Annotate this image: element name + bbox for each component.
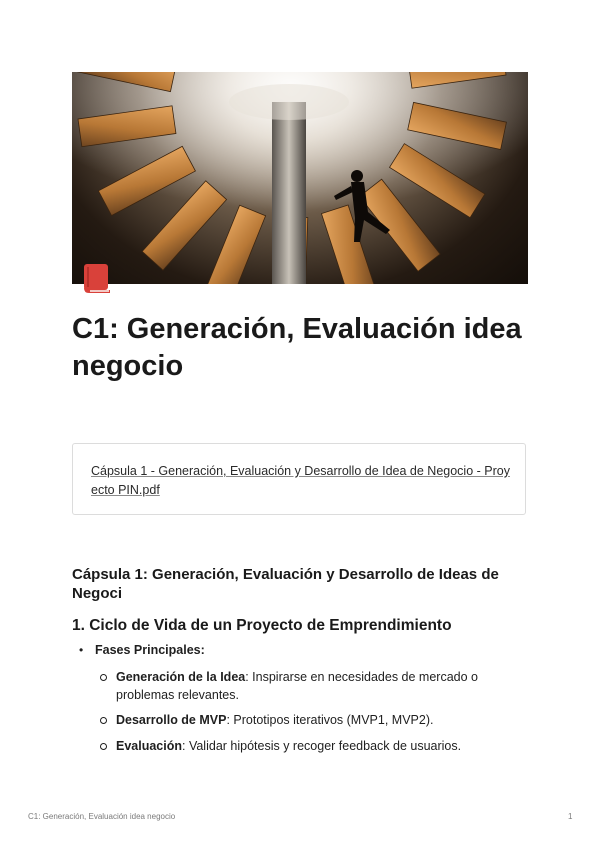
- file-attachment[interactable]: [72, 443, 526, 515]
- list-item: [100, 668, 500, 704]
- circle-bullet-icon: [100, 743, 107, 750]
- capsule-heading: Cápsula 1: Generación, Evaluación y Desarrollo de Ideas de Negoci: [72, 566, 499, 602]
- phase-term: Evaluación: [116, 739, 182, 753]
- phase-term: Desarrollo de MVP: [116, 713, 227, 727]
- phase-description: : Validar hipótesis y recoger feedback de usuarios.: [182, 739, 462, 753]
- section-heading: 1. Ciclo de Vida de un Proyecto de Emprendimiento: [72, 617, 452, 634]
- list-item: [100, 711, 500, 729]
- wind-tunnel-fan-illustration: [72, 72, 528, 284]
- footer-doc-title: C1: Generación, Evaluación idea negocio: [28, 812, 176, 821]
- cover-image: [72, 72, 528, 284]
- bullet-dot-icon: •: [79, 643, 84, 657]
- book-icon: [80, 262, 114, 296]
- phase-description: : Prototipos iterativos (MVP1, MVP2).: [226, 713, 434, 727]
- phase-description: : Inspirarse en necesidades de mercado o problemas relevantes.: [116, 670, 478, 702]
- phases-bullet: • Fases Principales:: [79, 643, 205, 657]
- circle-bullet-icon: [100, 717, 107, 724]
- list-item: [100, 737, 500, 755]
- phase-term: Generación de la Idea: [116, 670, 246, 684]
- phases-label: Fases Principales: [95, 643, 201, 657]
- page-title: C1: Generación, Evaluación idea negocio: [72, 313, 522, 382]
- circle-bullet-icon: [100, 674, 107, 681]
- footer-page-number: 1: [568, 812, 573, 821]
- file-attachment-link[interactable]: Cápsula 1 - Generación, Evaluación y Desarrollo de Idea de Negocio - Proyecto PIN.pdf: [91, 464, 510, 497]
